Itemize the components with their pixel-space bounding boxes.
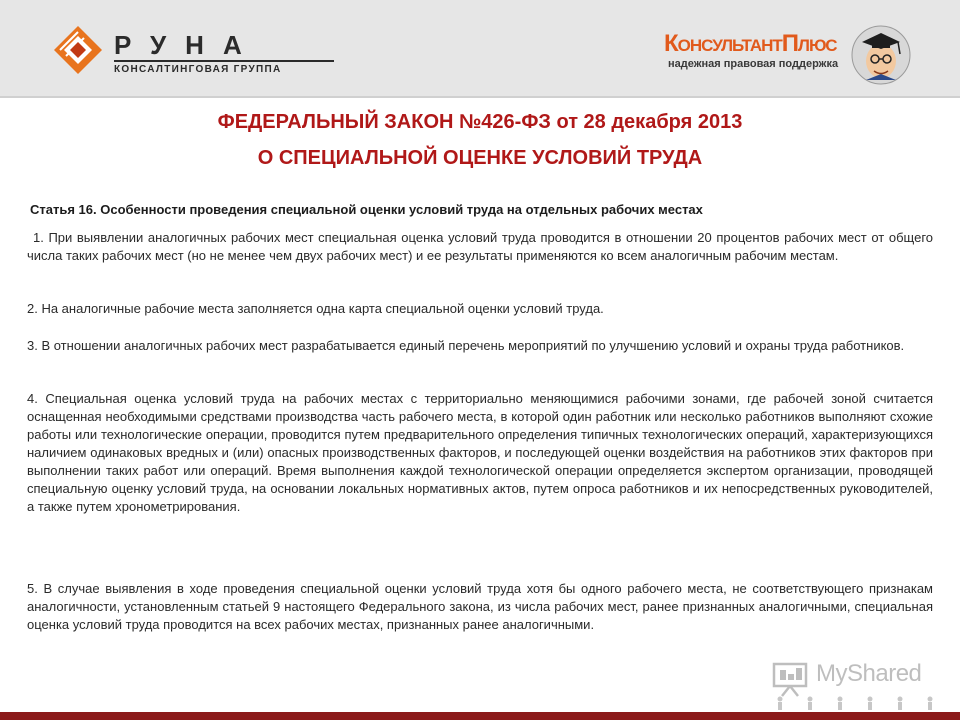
article-heading: Статья 16. Особенности проведения специальной оценки условий труда на отдельных рабочих местах [30,202,703,217]
people-silhouettes-icon [770,696,950,710]
article-paragraph-4: 4. Специальная оценка условий труда на рабочих местах с территориально меняющимися рабочими зонами, где рабочей зоной считается оснащенная необходимыми средствами производства часть рабочего места, в которой один работник или несколько работников выполняют схожие работы или технологические операции, проводится путем предварительного определения типичных технологических операций, характеризующихся наличием одинаковых вредных и (или) опасных производственных факторов, и последующей оценки воздействия на работников этих факторов при выполнении таких работ или операций. Время выполнения каждой технологической операции определяется экспертом организации, проводящей специальную оценку условий труда, на основании локальных нормативных актов, путем опроса работников и их непосредственных руководителей, а также путем хронометрирования. [27,391,933,514]
consultantplus-name: КонсультантПлюс [664,30,837,57]
article-paragraph-3: 3. В отношении аналогичных рабочих мест разрабатывается единый перечень мероприятий по улучшению условий и охраны труда работников. [27,338,905,353]
law-title: ФЕДЕРАЛЬНЫЙ ЗАКОН №426-ФЗ от 28 декабря 2013 [217,111,743,133]
article-paragraph-2: 2. На аналогичные рабочие места заполняется одна карта специальной оценки условий труда. [27,301,604,316]
article-paragraph-5: 5. В случае выявления в ходе проведения специальной оценки условий труда хотя бы одного рабочего места, не соответствующего признакам аналогичности, установленным статьей 9 настоящего Федерального закона, из числа рабочих мест, ранее признанных аналогичными, специальная оценка условий труда проводится на всех рабочих местах, признанных ранее аналогичными. [27,581,933,632]
professor-mascot-icon [850,24,912,86]
myshared-watermark [770,656,950,712]
consultantplus-logo [664,22,914,86]
runa-logo [52,24,292,84]
runa-logo-rule [114,60,334,62]
runa-logo-name: РУНА [114,30,261,60]
runa-diamond-icon [52,24,104,76]
law-subtitle: О СПЕЦИАЛЬНОЙ ОЦЕНКЕ УСЛОВИЙ ТРУДА [257,147,703,169]
runa-logo-subtitle: КОНСАЛТИНГОВАЯ ГРУППА [114,64,282,75]
watermark-text: MyShared [816,660,922,687]
article-paragraph-1: 1. При выявлении аналогичных рабочих мест специальная оценка условий труда проводится в отношении 20 процентов рабочих мест от общего числа таких рабочих мест (но не менее чем двух рабочих мест) и ее результаты применяются ко всем аналогичным рабочим местам. [27,230,933,263]
consultantplus-tagline: надежная правовая поддержка [668,58,839,70]
header-band [0,0,960,98]
presentation-board-icon [770,658,810,698]
bottom-accent-bar [0,712,960,720]
